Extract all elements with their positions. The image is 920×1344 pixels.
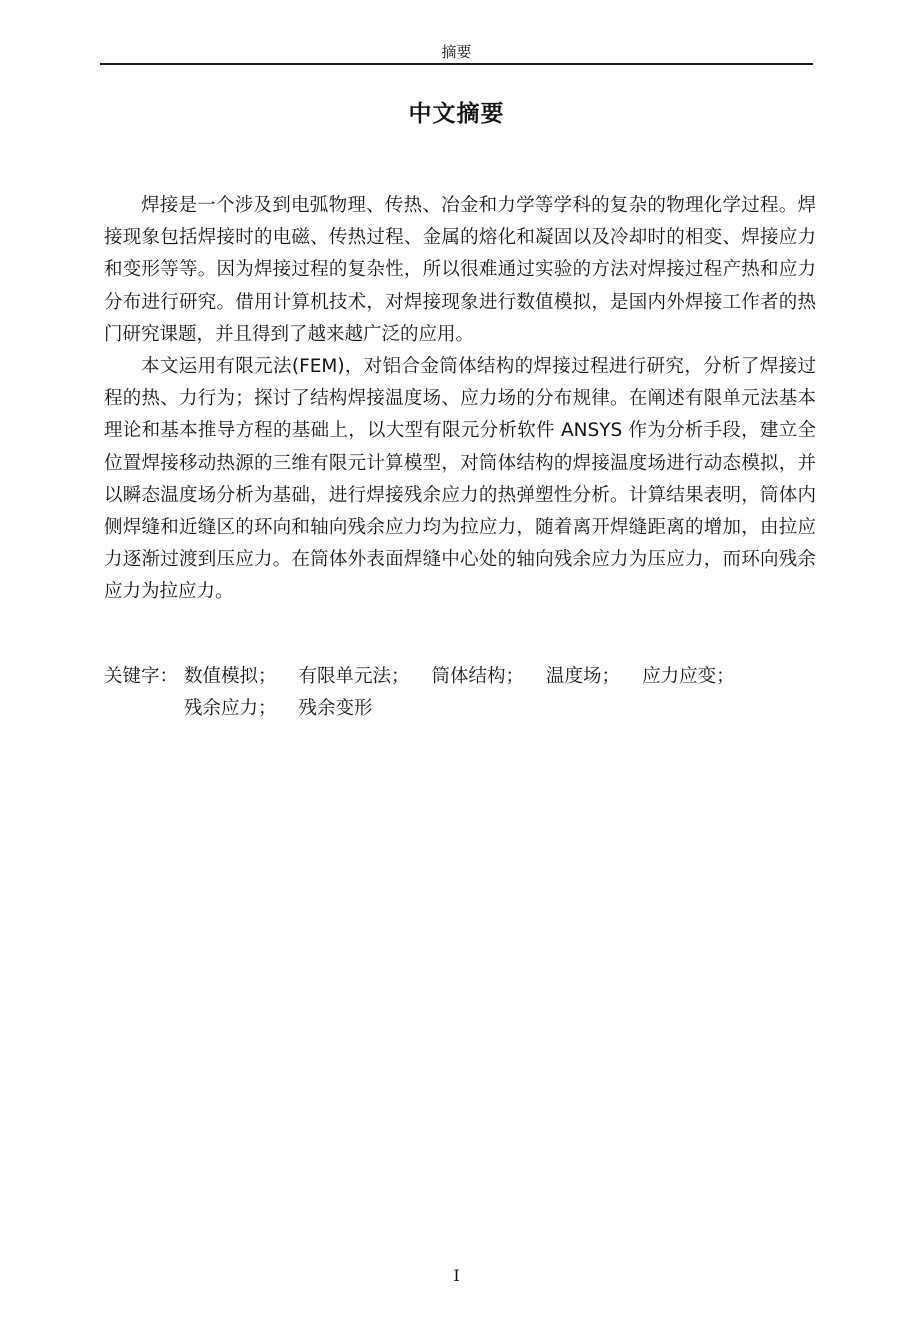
keyword: 温度场； — [546, 666, 621, 687]
keyword: 应力应变； — [642, 666, 735, 687]
abstract-paragraph-2: 本文运用有限元法(FEM)，对铝合金筒体结构的焊接过程进行研究，分析了焊接过程的热、力行为；探讨了结构焊接温度场、应力场的分布规律。在阐述有限单元法基本理论和基本推导方程的基础上，以大型有限元分析软件 ANSYS 作为分析手段，建立全位置焊接移动热源的三维有限元计算模型，对筒体结构的焊接温度场进行动态模拟，并以瞬态温度场分析为基础，进行焊接残余应力的热弹塑性分析。计算结果表明，筒体内侧焊缝和近缝区的环向和轴向残余应力均为拉应力，随着离开焊缝距离的增加，由拉应力逐渐过渡到压应力。在筒体外表面焊缝中心处的轴向残余应力为压应力，而环向残余应力为拉应力。 — [104, 356, 816, 603]
keywords-label: 关键字： — [104, 666, 179, 687]
header-rule — [100, 63, 813, 65]
keyword: 残余应力； — [184, 698, 277, 720]
running-header: 摘要 — [441, 43, 472, 61]
keyword: 数值模拟； — [184, 666, 277, 687]
keyword: 有限单元法； — [298, 666, 410, 687]
abstract-paragraph-1: 焊接是一个涉及到电弧物理、传热、冶金和力学等学科的复杂的物理化学过程。焊接现象包括焊接时的电磁、传热过程、金属的熔化和凝固以及冷却时的相变、焊接应力和变形等等。因为焊接过程的复杂性，所以很难通过实验的方法对焊接过程产热和应力分布进行研究。借用计算机技术，对焊接现象进行数值模拟，是国内外焊接工作者的热门研究课题，并且得到了越来越广泛的应用。 — [104, 195, 816, 345]
page-title: 中文摘要 — [408, 101, 505, 127]
page-number: I — [453, 1266, 460, 1285]
keywords-line-2 — [104, 693, 816, 725]
keywords-block — [104, 661, 816, 725]
keywords-line-1 — [104, 661, 816, 693]
abstract-body — [104, 190, 816, 609]
keyword: 残余变形 — [298, 698, 373, 720]
keyword: 筒体结构； — [431, 666, 525, 687]
